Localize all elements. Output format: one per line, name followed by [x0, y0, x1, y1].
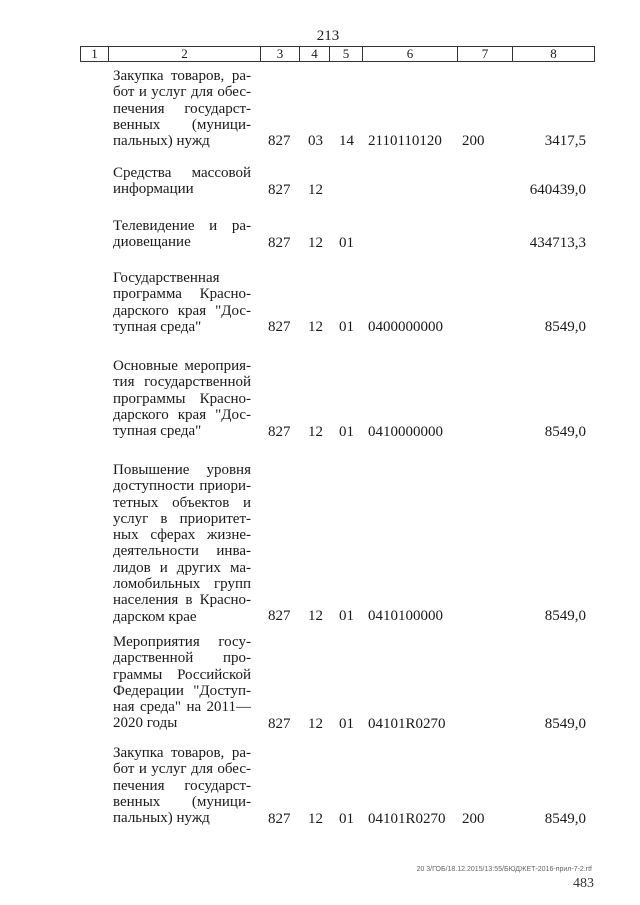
cell-expense-type: 200	[462, 133, 485, 149]
row-name: Закупка товаров, ра- бот и услуг для обес- печения государст- венных (муници- пальных) нужд	[113, 68, 251, 150]
cell-section: 12	[308, 319, 323, 335]
cell-target-item: 04101R0270	[368, 811, 446, 827]
cell-subsection: 01	[339, 608, 354, 624]
header-cell-2: 2	[108, 47, 260, 61]
cell-amount: 8549,0	[544, 424, 586, 440]
header-cell-6: 6	[362, 47, 457, 61]
header-cell-4: 4	[299, 47, 329, 61]
cell-section: 12	[308, 182, 323, 198]
table-row	[0, 165, 640, 199]
row-name: Мероприятия госу- дарственной про- граммы Российской Федерации "Доступ- ная среда" на 2011— 2020 годы	[113, 634, 251, 732]
table-row	[0, 218, 640, 252]
cell-subsection: 01	[339, 424, 354, 440]
footer-page-number: 483	[573, 876, 594, 891]
cell-section: 12	[308, 235, 323, 251]
header-cell-8: 8	[512, 47, 594, 61]
cell-target-item: 0400000000	[368, 319, 443, 335]
cell-section: 12	[308, 811, 323, 827]
row-name: Телевидение и ра- диовещание	[113, 218, 251, 251]
cell-subsection: 01	[339, 811, 354, 827]
row-name: Основные мероприя- тия государственной программы Красно- дарского края "Дос- тупная среда"	[113, 358, 251, 440]
cell-amount: 434713,3	[529, 235, 586, 251]
cell-section: 03	[308, 133, 323, 149]
row-name: Закупка товаров, ра- бот и услуг для обес- печения государст- венных (муници- пальных) нужд	[113, 745, 251, 827]
row-name: Средства массовой информации	[113, 165, 251, 198]
cell-section: 12	[308, 424, 323, 440]
table-row	[0, 358, 640, 440]
cell-subsection: 01	[339, 235, 354, 251]
table-row	[0, 270, 640, 336]
cell-subsection: 01	[339, 716, 354, 732]
cell-ministry: 827	[268, 235, 291, 251]
cell-amount: 8549,0	[544, 319, 586, 335]
cell-ministry: 827	[268, 424, 291, 440]
cell-target-item: 04101R0270	[368, 716, 446, 732]
header-cell-7: 7	[457, 47, 512, 61]
header-cell-3: 3	[260, 47, 299, 61]
cell-amount: 8549,0	[544, 716, 586, 732]
row-name: Государственная программа Красно- дарского края "Дос- тупная среда"	[113, 270, 251, 335]
cell-ministry: 827	[268, 608, 291, 624]
cell-target-item: 0410100000	[368, 608, 443, 624]
cell-amount: 8549,0	[544, 608, 586, 624]
cell-section: 12	[308, 608, 323, 624]
table-row	[0, 68, 640, 150]
table-row	[0, 634, 640, 732]
cell-subsection: 01	[339, 319, 354, 335]
table-row	[0, 745, 640, 827]
cell-amount: 8549,0	[544, 811, 586, 827]
cell-section: 12	[308, 716, 323, 732]
cell-ministry: 827	[268, 319, 291, 335]
cell-ministry: 827	[268, 716, 291, 732]
cell-subsection: 14	[339, 133, 354, 149]
row-name: Повышение уровня доступности приори- тетных объектов и услуг в приоритет- ных сферах жизне- деятельности инва- лидов и других ма- ломобильных групп населения в Красно- дарском крае	[113, 462, 251, 625]
page-number: 213	[316, 28, 340, 44]
cell-ministry: 827	[268, 182, 291, 198]
table-row	[0, 462, 640, 626]
cell-target-item: 0410000000	[368, 424, 443, 440]
header-cell-1: 1	[91, 46, 98, 61]
cell-ministry: 827	[268, 133, 291, 149]
header-cell-5: 5	[329, 47, 362, 61]
footer-file-stamp: 20 3/ГОБ/18.12.2015/13:55/БЮДЖЕТ-2016-прил-7-2.rtf	[416, 866, 592, 873]
cell-amount: 3417,5	[544, 133, 586, 149]
cell-expense-type: 200	[462, 811, 485, 827]
cell-target-item: 2110110120	[368, 133, 442, 149]
cell-ministry: 827	[268, 811, 291, 827]
table-header-row	[80, 46, 595, 62]
cell-amount: 640439,0	[529, 182, 586, 198]
